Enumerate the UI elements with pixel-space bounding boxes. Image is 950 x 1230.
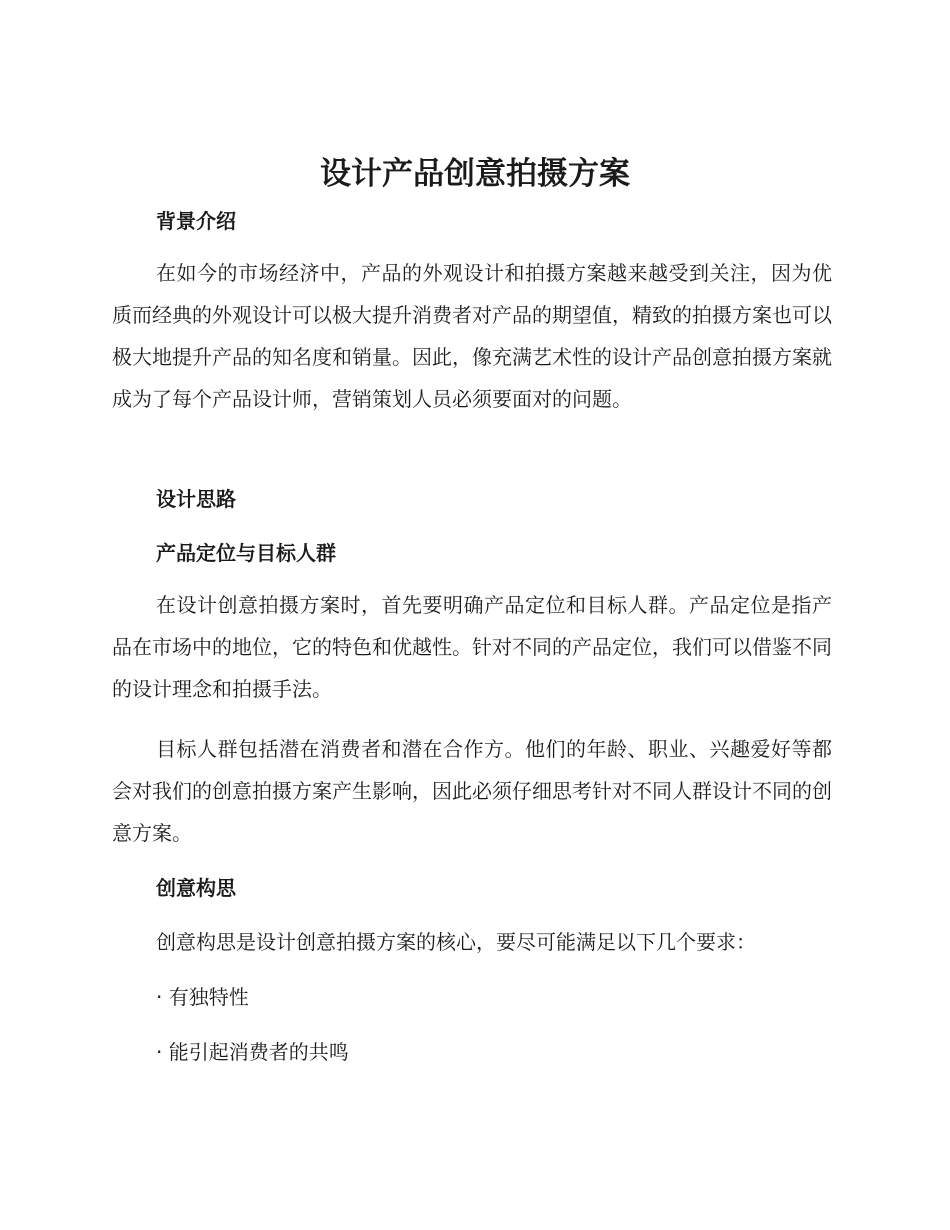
section-heading-positioning: 产品定位与目标人群 (156, 541, 336, 565)
list-item: · 能引起消费者的共鸣 (156, 1040, 349, 1064)
paragraph-concept-intro: 创意构思是设计创意拍摄方案的核心，要尽可能满足以下几个要求： (156, 930, 756, 954)
section-heading-design: 设计思路 (156, 487, 236, 511)
paragraph-positioning: 在设计创意拍摄方案时，首先要明确产品定位和目标人群。产品定位是指产品在市场中的地位，它的特色和优越性。针对不同的产品定位，我们可以借鉴不同的设计理念和拍摄手法。 (112, 593, 832, 701)
section-heading-concept: 创意构思 (156, 876, 236, 900)
section-heading-background: 背景介绍 (156, 209, 236, 233)
paragraph-background: 在如今的市场经济中，产品的外观设计和拍摄方案越来越受到关注，因为优质而经典的外观设计可以极大提升消费者对产品的期望值，精致的拍摄方案也可以极大地提升产品的知名度和销量。因此，像充满艺术性的设计产品创意拍摄方案就成为了每个产品设计师，营销策划人员必须要面对的问题。 (112, 261, 832, 411)
list-item: · 有独特性 (156, 985, 249, 1009)
paragraph-audience: 目标人群包括潜在消费者和潜在合作方。他们的年龄、职业、兴趣爱好等都会对我们的创意拍摄方案产生影响，因此必须仔细思考针对不同人群设计不同的创意方案。 (112, 737, 832, 845)
document-title: 设计产品创意拍摄方案 (320, 156, 630, 192)
